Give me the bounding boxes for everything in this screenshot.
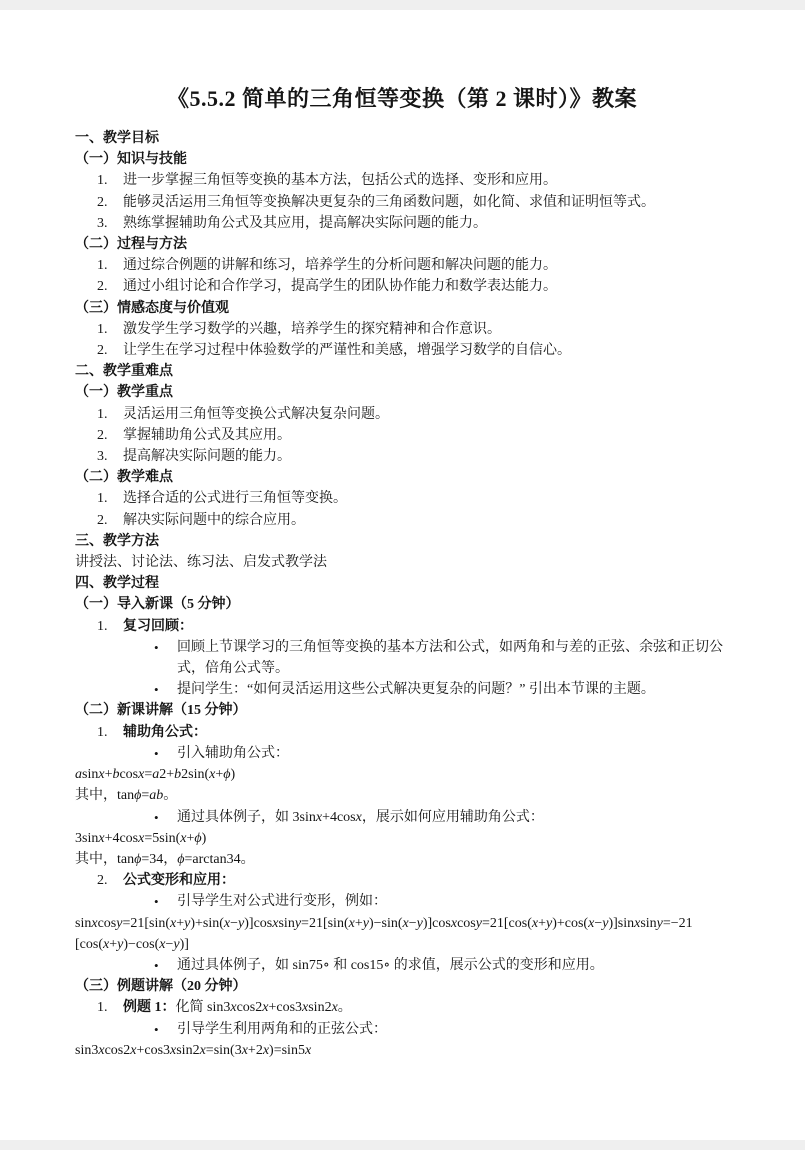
line-text: asinx+bcosx=a2+b2sin(x+ϕ) [75,767,236,783]
line-text: 通过具体例子，如 3sinx+4cosx，展示如何应用辅助角公式： [177,809,544,825]
list-number: 2. [97,427,108,443]
line-text: 提高解决实际问题的能力。 [123,449,291,465]
line-text: （二）过程与方法 [75,237,187,253]
numbered-item [75,340,729,361]
numbered-item [75,488,729,509]
numbered-item [75,404,729,425]
line-text: 通过综合例题的讲解和练习，培养学生的分析问题和解决问题的能力。 [123,258,557,274]
line-text: （二）教学难点 [75,470,173,486]
numbered-item [75,192,729,213]
line-text: 让学生在学习过程中体验数学的严谨性和美感，增强学习数学的自信心。 [123,343,571,359]
line-text: （二）新课讲解（15 分钟） [75,703,247,719]
paragraph [75,552,729,573]
numbered-item [75,213,729,234]
numbered-item [75,425,729,446]
bullet-item [75,1019,729,1040]
list-number: 2. [97,279,108,295]
numbered-item [75,170,729,191]
bullet-item [75,637,729,679]
line-text: 其中，tanϕ=ab。 [75,788,178,804]
line-text: （一）知识与技能 [75,152,187,168]
numbered-item [75,616,729,637]
list-number: 1. [97,491,108,507]
section-heading [75,128,729,149]
bullet-icon: • [154,745,159,761]
line-text: 进一步掌握三角恒等变换的基本方法，包括公式的选择、变形和应用。 [123,173,557,189]
document-body [75,128,729,1061]
section-heading [75,361,729,382]
line-text: 引导学生利用两角和的正弦公式： [177,1021,387,1037]
line-text: 二、教学重难点 [75,364,173,380]
line-text: 一、教学目标 [75,131,159,146]
subsection-heading [75,382,729,403]
line-text: 复习回顾： [123,618,193,634]
bullet-item [75,807,729,828]
bullet-item [75,743,729,764]
line-text: 提问学生：“如何灵活运用这些公式解决更复杂的问题？” 引出本节课的主题。 [177,682,655,698]
line-text: 四、教学过程 [75,576,159,592]
bullet-item [75,891,729,912]
line-text: （三）例题讲解（20 分钟） [75,979,247,995]
paragraph [75,785,729,806]
formula-line [75,934,729,955]
list-number: 1. [97,258,108,274]
subsection-heading [75,298,729,319]
subsection-heading [75,467,729,488]
bullet-item [75,955,729,976]
bullet-icon: • [154,957,159,973]
line-text: 3sinx+4cosx=5sin(x+ϕ) [75,830,207,846]
formula-line [75,828,729,849]
list-number: 3. [97,449,108,465]
list-number: 2. [97,873,108,889]
numbered-item [75,319,729,340]
formula-line [75,1040,729,1061]
numbered-item [75,446,729,467]
line-text: 其中，tanϕ=34，ϕ=arctan34。 [75,851,255,867]
bullet-icon: • [154,682,159,698]
line-text: sinxcosy=21[sin(x+y)+sin(x−y)]cosxsiny=21[sin(x+y)−sin(x−y)]cosxcosy=21[cos(x+y)+cos(x−y)]sinxsiny=−21 [75,915,693,931]
line-text: 能够灵活运用三角恒等变换解决更复杂的三角函数问题，如化简、求值和证明恒等式。 [123,194,655,210]
line-text: 选择合适的公式进行三角恒等变换。 [123,491,347,507]
list-number: 2. [97,343,108,359]
line-text: 公式变形和应用： [123,873,235,889]
line-text: sin3xcos2x+cos3xsin2x=sin(3x+2x)=sin5x [75,1042,312,1058]
line-text: 辅助角公式： [123,724,207,740]
document-page [0,10,805,1140]
bullet-icon: • [154,639,159,655]
list-number: 1. [97,321,108,337]
line-text: 通过小组讨论和合作学习，提高学生的团队协作能力和数学表达能力。 [123,279,557,295]
line-text: 解决实际问题中的综合应用。 [123,512,305,528]
line-text: 通过具体例子，如 sin75∘ 和 cos15∘ 的求值，展示公式的变形和应用。 [177,957,604,973]
subsection-heading [75,594,729,615]
subsection-heading [75,976,729,997]
formula-line [75,764,729,785]
line-text: 灵活运用三角恒等变换公式解决复杂问题。 [123,406,389,422]
line-text: 引入辅助角公式： [177,745,289,761]
line-text: 回顾上节课学习的三角恒等变换的基本方法和公式，如两角和与差的正弦、余弦和正切公式，倍角公式等。 [177,639,723,677]
numbered-item [75,997,729,1018]
list-number: 3. [97,215,108,231]
subsection-heading [75,149,729,170]
line-text: 引导学生对公式进行变形，例如： [177,894,387,910]
line-text: （三）情感态度与价值观 [75,300,229,316]
list-number: 1. [97,618,108,634]
list-number: 2. [97,512,108,528]
list-number: 2. [97,194,108,210]
list-number: 1. [97,1000,108,1016]
section-heading [75,573,729,594]
bullet-item [75,679,729,700]
bullet-icon: • [154,1021,159,1037]
list-number: 1. [97,173,108,189]
numbered-item [75,510,729,531]
numbered-item [75,276,729,297]
list-number: 1. [97,406,108,422]
line-text: 例题 1：化简 sin3xcos2x+cos3xsin2x。 [123,1000,352,1016]
line-text: （一）教学重点 [75,385,173,401]
subsection-heading [75,700,729,721]
paragraph [75,849,729,870]
line-text: 三、教学方法 [75,533,159,549]
bullet-icon: • [154,894,159,910]
line-text: 讲授法、讨论法、练习法、启发式教学法 [75,555,327,571]
line-text: （一）导入新课（5 分钟） [75,597,240,613]
subsection-heading [75,234,729,255]
line-text: 熟练掌握辅助角公式及其应用，提高解决实际问题的能力。 [123,215,487,231]
numbered-item [75,255,729,276]
numbered-item [75,722,729,743]
numbered-item [75,870,729,891]
line-text: 掌握辅助角公式及其应用。 [123,427,291,443]
formula-line [75,913,729,934]
line-text: 激发学生学习数学的兴趣，培养学生的探究精神和合作意识。 [123,321,501,337]
bullet-icon: • [154,809,159,825]
line-text: [cos(x+y)−cos(x−y)] [75,936,189,952]
section-heading [75,531,729,552]
document-title: 《5.5.2 简单的三角恒等变换（第 2 课时）》教案 [166,86,637,111]
list-number: 1. [97,724,108,740]
